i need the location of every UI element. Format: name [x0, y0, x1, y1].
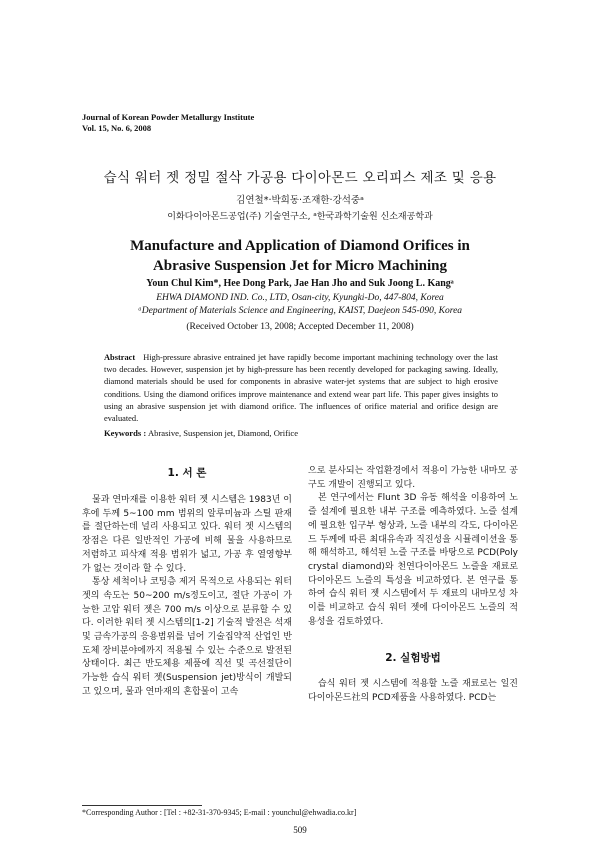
affiliation-2: ᵃDepartment of Materials Science and Engineering, KAIST, Daejeon 545-090, Korea — [137, 306, 463, 316]
english-title-line1: Manufacture and Application of Diamond Orifices in — [130, 238, 470, 254]
affiliation-1: EHWA DIAMOND IND. Co., LTD, Osan-city, Kyungki-Do, 447-804, Korea — [156, 293, 444, 303]
intro-paragraph-1: 물과 연마재를 이용한 워터 젯 시스템은 1983년 이후에 두께 5~100 mm 범위의 알루미늄과 스틸 판재를 절단하는데 널리 사용되고 있다. 워터 젯 시스템의 장점은 다른 일반적인 가공에 비해 물을 사용하므로 저렴하고 피삭재 적용 범위가 넓고, 가공 후 열영향부가 없는 것이라 할 수 있다. — [82, 495, 292, 574]
right-paragraph-2: 본 연구에서는 Flunt 3D 유동 해석을 이용하여 노즐 설계에 필요한 내부 구조를 예측하였다. 노즐 설계에 필요한 입구부 형상과, 노즐 내부의 각도, 다이아몬드 두께에 따른 최대유속과 직진성을 시뮬레이션을 통해 해석하고, 해석된 노즐 구조를 바탕으로 PCD(Poly crystal diamond)와 천연다이아몬드 노즐을 재료로 다이아몬드 노즐의 특성을 비교하였다. 본 연구를 통하여 습식 워터 젯 시스템에서 두 재료의 내마모성 차이를 비교하고 습식 워터 젯에 다이아몬드 노즐의 적용성을 검토하였다. — [308, 493, 518, 627]
left-column — [82, 494, 292, 700]
abstract-label: Abstract — [104, 353, 136, 362]
journal-volume: Vol. 15, No. 6, 2008 — [82, 123, 152, 133]
english-title-line2: Abrasive Suspension Jet for Micro Machining — [152, 258, 448, 274]
journal-name: Journal of Korean Powder Metallurgy Institute — [82, 112, 255, 122]
abstract-text: High-pressure abrasive entrained jet have rapidly become important machining technology over the last two decades. However, suspension jet by high-pressure has been recently developed for packaging sawing. Ideally, diamond materials should be used for components in abrasive water-jet systems that are subject to high erosive conditions. Using the diamond orifices improve maintenance and extend wear part life. This paper gives insights to using an abrasive suspension jet with diamond orifice. The influences of orifice material and orifice design are evaluated. — [104, 353, 499, 424]
section-heading-intro: 1. 서 론 — [167, 467, 207, 479]
section-heading-methods: 2. 실험방법 — [385, 652, 441, 664]
footnote: *Corresponding Author : [Tel : +82-31-370-9345; E-mail : younchul@ehwadia.co.kr] — [82, 808, 357, 817]
journal-header — [82, 112, 254, 134]
korean-title: 습식 워터 젯 정밀 절삭 가공용 다이아몬드 오리피스 제조 및 응용 — [103, 170, 497, 186]
keywords — [104, 428, 498, 438]
right-paragraph-1: 으로 분사되는 작업환경에서 적용이 가능한 내마모 공구도 개발이 진행되고 있다. — [308, 466, 518, 490]
keywords-text: Abrasive, Suspension jet, Diamond, Orifice — [147, 428, 299, 438]
english-authors: Youn Chul Kim*, Hee Dong Park, Jae Han Jho and Suk Joong L. Kangᵃ — [146, 278, 454, 289]
methods-paragraph-1: 습식 워터 젯 시스템에 적용할 노즐 재료로는 일진다이아몬드社의 PCD제품을 사용하였다. PCD는 — [308, 679, 518, 703]
korean-authors: 김연철*·박희동·조재한·강석중ᵃ — [236, 195, 364, 206]
abstract — [104, 352, 498, 425]
korean-affiliation: 이화다이아몬드공업(주) 기술연구소, ᵃ한국과학기술원 신소재공학과 — [167, 212, 433, 222]
page-number: 509 — [293, 825, 307, 835]
intro-paragraph-2: 통상 세척이나 코팅층 제거 목적으로 사용되는 워터 젯의 속도는 50~200 m/s정도이고, 절단 가공이 가능한 고압 워터 젯은 700 m/s 이상으로 분류할 수 있다. 이러한 워터 젯 시스템의[1-2] 기술적 발전은 석재 및 금속가공의 응용범위를 넘어 기술집약적 산업인 반도체 장비분야에까지 적용될 수 있는 수준으로 발전된 상태이다. 최근 반도체용 제품에 직선 및 곡선절단이 가능한 습식 워터 젯(Suspension jet)방식이 개발되고 있으며, 물과 연마재의 혼합물이 고속 — [82, 577, 292, 697]
right-column — [308, 465, 518, 629]
received-dates: (Received October 13, 2008; Accepted December 11, 2008) — [186, 322, 414, 332]
methods-column — [308, 678, 518, 705]
keywords-label: Keywords : — [104, 428, 147, 438]
english-title — [0, 236, 600, 276]
footnote-divider — [82, 805, 202, 806]
